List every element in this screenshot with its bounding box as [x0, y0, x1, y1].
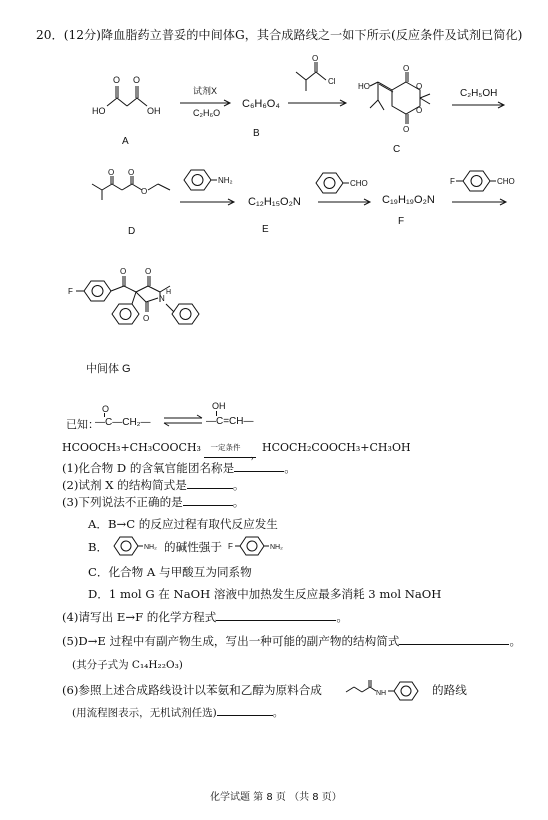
known-equation: HCOOCH₃+CH₃COOCH₃ 一定条件 › HCOCH₂COOCH₃+CH₃OH [62, 441, 411, 463]
benzaldehyde-structure [312, 170, 374, 196]
atom-n: N [159, 294, 165, 303]
question-6 [62, 682, 322, 698]
compound-a-structure [90, 70, 170, 130]
question-6-note-text: (用流程图表示，无机试剂任选) [72, 707, 217, 719]
known-left-formula: —C—CH₂— [95, 417, 151, 428]
atom-o: O [113, 75, 121, 85]
atom-h: H [166, 289, 172, 296]
label-e: E [262, 224, 269, 235]
answer-blank-3[interactable] [183, 504, 233, 506]
compound-e-formula: C₁₂H₁₅O₂N [248, 196, 301, 208]
fluorobenzaldehyde-structure [450, 168, 530, 194]
atom-ho: HO [358, 82, 370, 91]
equilibrium-arrows [162, 414, 206, 428]
compound-d-structure [88, 170, 180, 210]
atom-o: O [416, 106, 423, 115]
atom-oh: OH [147, 106, 161, 116]
label-f: F [398, 216, 405, 227]
option-b-aniline-structure [110, 534, 166, 558]
atom-cho: CHO [350, 179, 368, 188]
question-2 [62, 477, 244, 493]
known-right-formula: —C=CH— [206, 416, 254, 427]
reaction-arrow-5 [318, 197, 372, 207]
question-2-end: 。 [232, 478, 245, 492]
atom-o: O [141, 187, 148, 196]
question-4-text: (4)请写出 E→F 的化学方程式 [62, 610, 217, 624]
reaction-arrow-4 [180, 197, 236, 207]
option-d: D．1 mol G 在 NaOH 溶液中加热发生反应最多消耗 3 mol NaOH [88, 587, 442, 601]
answer-blank-2[interactable] [187, 487, 233, 489]
atom-o: O [403, 125, 410, 134]
compound-c-structure [356, 62, 452, 140]
reagent-x-label: 试剂X [193, 86, 218, 96]
atom-nh2: NH₂ [218, 176, 233, 185]
option-b-letter: B． [88, 540, 109, 554]
question-5-note: (其分子式为 C₁₄H₂₂O₃) [72, 659, 183, 671]
known-left-o: O [102, 404, 110, 414]
atom-o: O [133, 75, 141, 85]
question-4 [62, 609, 348, 625]
question-header [36, 26, 522, 43]
reaction-arrow-6 [452, 197, 508, 207]
answer-blank-1[interactable] [234, 470, 284, 472]
known-label: 已知： [66, 418, 99, 431]
option-c: C．化合物 A 与甲酸互为同系物 [88, 565, 252, 579]
question-number: 20． [36, 28, 64, 42]
isobutyryl-chloride-structure [290, 54, 360, 94]
atom-nh2: NH₂ [144, 544, 157, 551]
option-b-fluoroaniline-structure [228, 534, 294, 558]
atom-o: O [143, 314, 150, 323]
atom-o: O [108, 168, 115, 177]
question-6-note [72, 705, 283, 720]
equation-condition: 一定条件 [210, 443, 241, 452]
compound-b-formula: C₆H₆O₄ [242, 98, 280, 110]
page-footer: 化学试题 第 8 页 （共 8 页） [210, 792, 342, 803]
question-5-text: (5)D→E 过程中有副产物生成，写出一种可能的副产物的结构简式 [62, 634, 400, 648]
label-d: D [128, 226, 136, 237]
atom-nh2: NH₂ [270, 544, 283, 551]
atom-ho: HO [92, 106, 106, 116]
known-right-oh: OH [212, 401, 226, 411]
label-a: A [122, 136, 129, 147]
reaction-arrow-2 [288, 98, 348, 108]
question-5-end: 。 [509, 634, 522, 648]
option-a: A．B→C 的反应过程有取代反应发生 [88, 517, 278, 531]
atom-o: O [312, 54, 319, 63]
atom-o: O [120, 267, 127, 276]
atom-o: O [403, 64, 410, 73]
question-5 [62, 633, 521, 649]
label-b: B [253, 128, 260, 139]
question-6-end: 。 [272, 707, 284, 719]
reagent-x-formula: C₂H₆O [193, 108, 221, 118]
atom-cho: CHO [497, 177, 515, 186]
atom-f: F [450, 177, 455, 186]
compound-f-formula: C₁₉H₁₉O₂N [382, 194, 435, 206]
question-intro: (12分)降血脂药立普妥的中间体G，其合成路线之一如下所示(反应条件及试剂已简化) [63, 28, 523, 42]
question-1 [62, 460, 296, 476]
reaction-arrow-3 [452, 100, 506, 110]
answer-blank-5[interactable] [399, 643, 509, 645]
equation-right: HCOCH₂COOCH₃+CH₃OH [261, 441, 411, 454]
atom-o: O [416, 82, 423, 91]
ethanol-reagent: C₂H₅OH [460, 88, 498, 99]
atom-nh: NH [376, 690, 387, 697]
compound-g-structure [66, 246, 216, 356]
atom-f: F [68, 287, 73, 296]
answer-blank-4[interactable] [216, 619, 336, 621]
question-3 [62, 494, 244, 510]
target-amide-structure [344, 678, 428, 702]
question-3-end: 。 [232, 495, 245, 509]
reaction-arrow-1 [180, 98, 232, 108]
atom-o: O [128, 168, 135, 177]
equation-left: HCOOCH₃+CH₃COOCH₃ [62, 441, 201, 454]
question-4-end: 。 [336, 610, 348, 624]
question-1-end: 。 [284, 461, 296, 475]
option-b-middle: 的碱性强于 [164, 540, 222, 554]
label-c: C [393, 144, 401, 155]
question-6-tail: 的路线 [432, 683, 467, 697]
atom-cl: Cl [328, 77, 336, 86]
answer-blank-6[interactable] [217, 714, 273, 716]
question-6-text: (6)参照上述合成路线设计以苯氨和乙醇为原料合成 [62, 683, 322, 697]
option-b [88, 539, 108, 555]
question-2-text: (2)试剂 X 的结构简式是 [62, 478, 187, 492]
question-3-text: (3)下列说法不正确的是 [62, 495, 183, 509]
atom-o: O [145, 267, 152, 276]
label-intermediate-g: 中间体 G [86, 363, 131, 375]
atom-f: F [228, 542, 233, 551]
aniline-structure [180, 167, 240, 193]
question-1-text: (1)化合物 D 的含氧官能团名称是 [62, 461, 235, 475]
